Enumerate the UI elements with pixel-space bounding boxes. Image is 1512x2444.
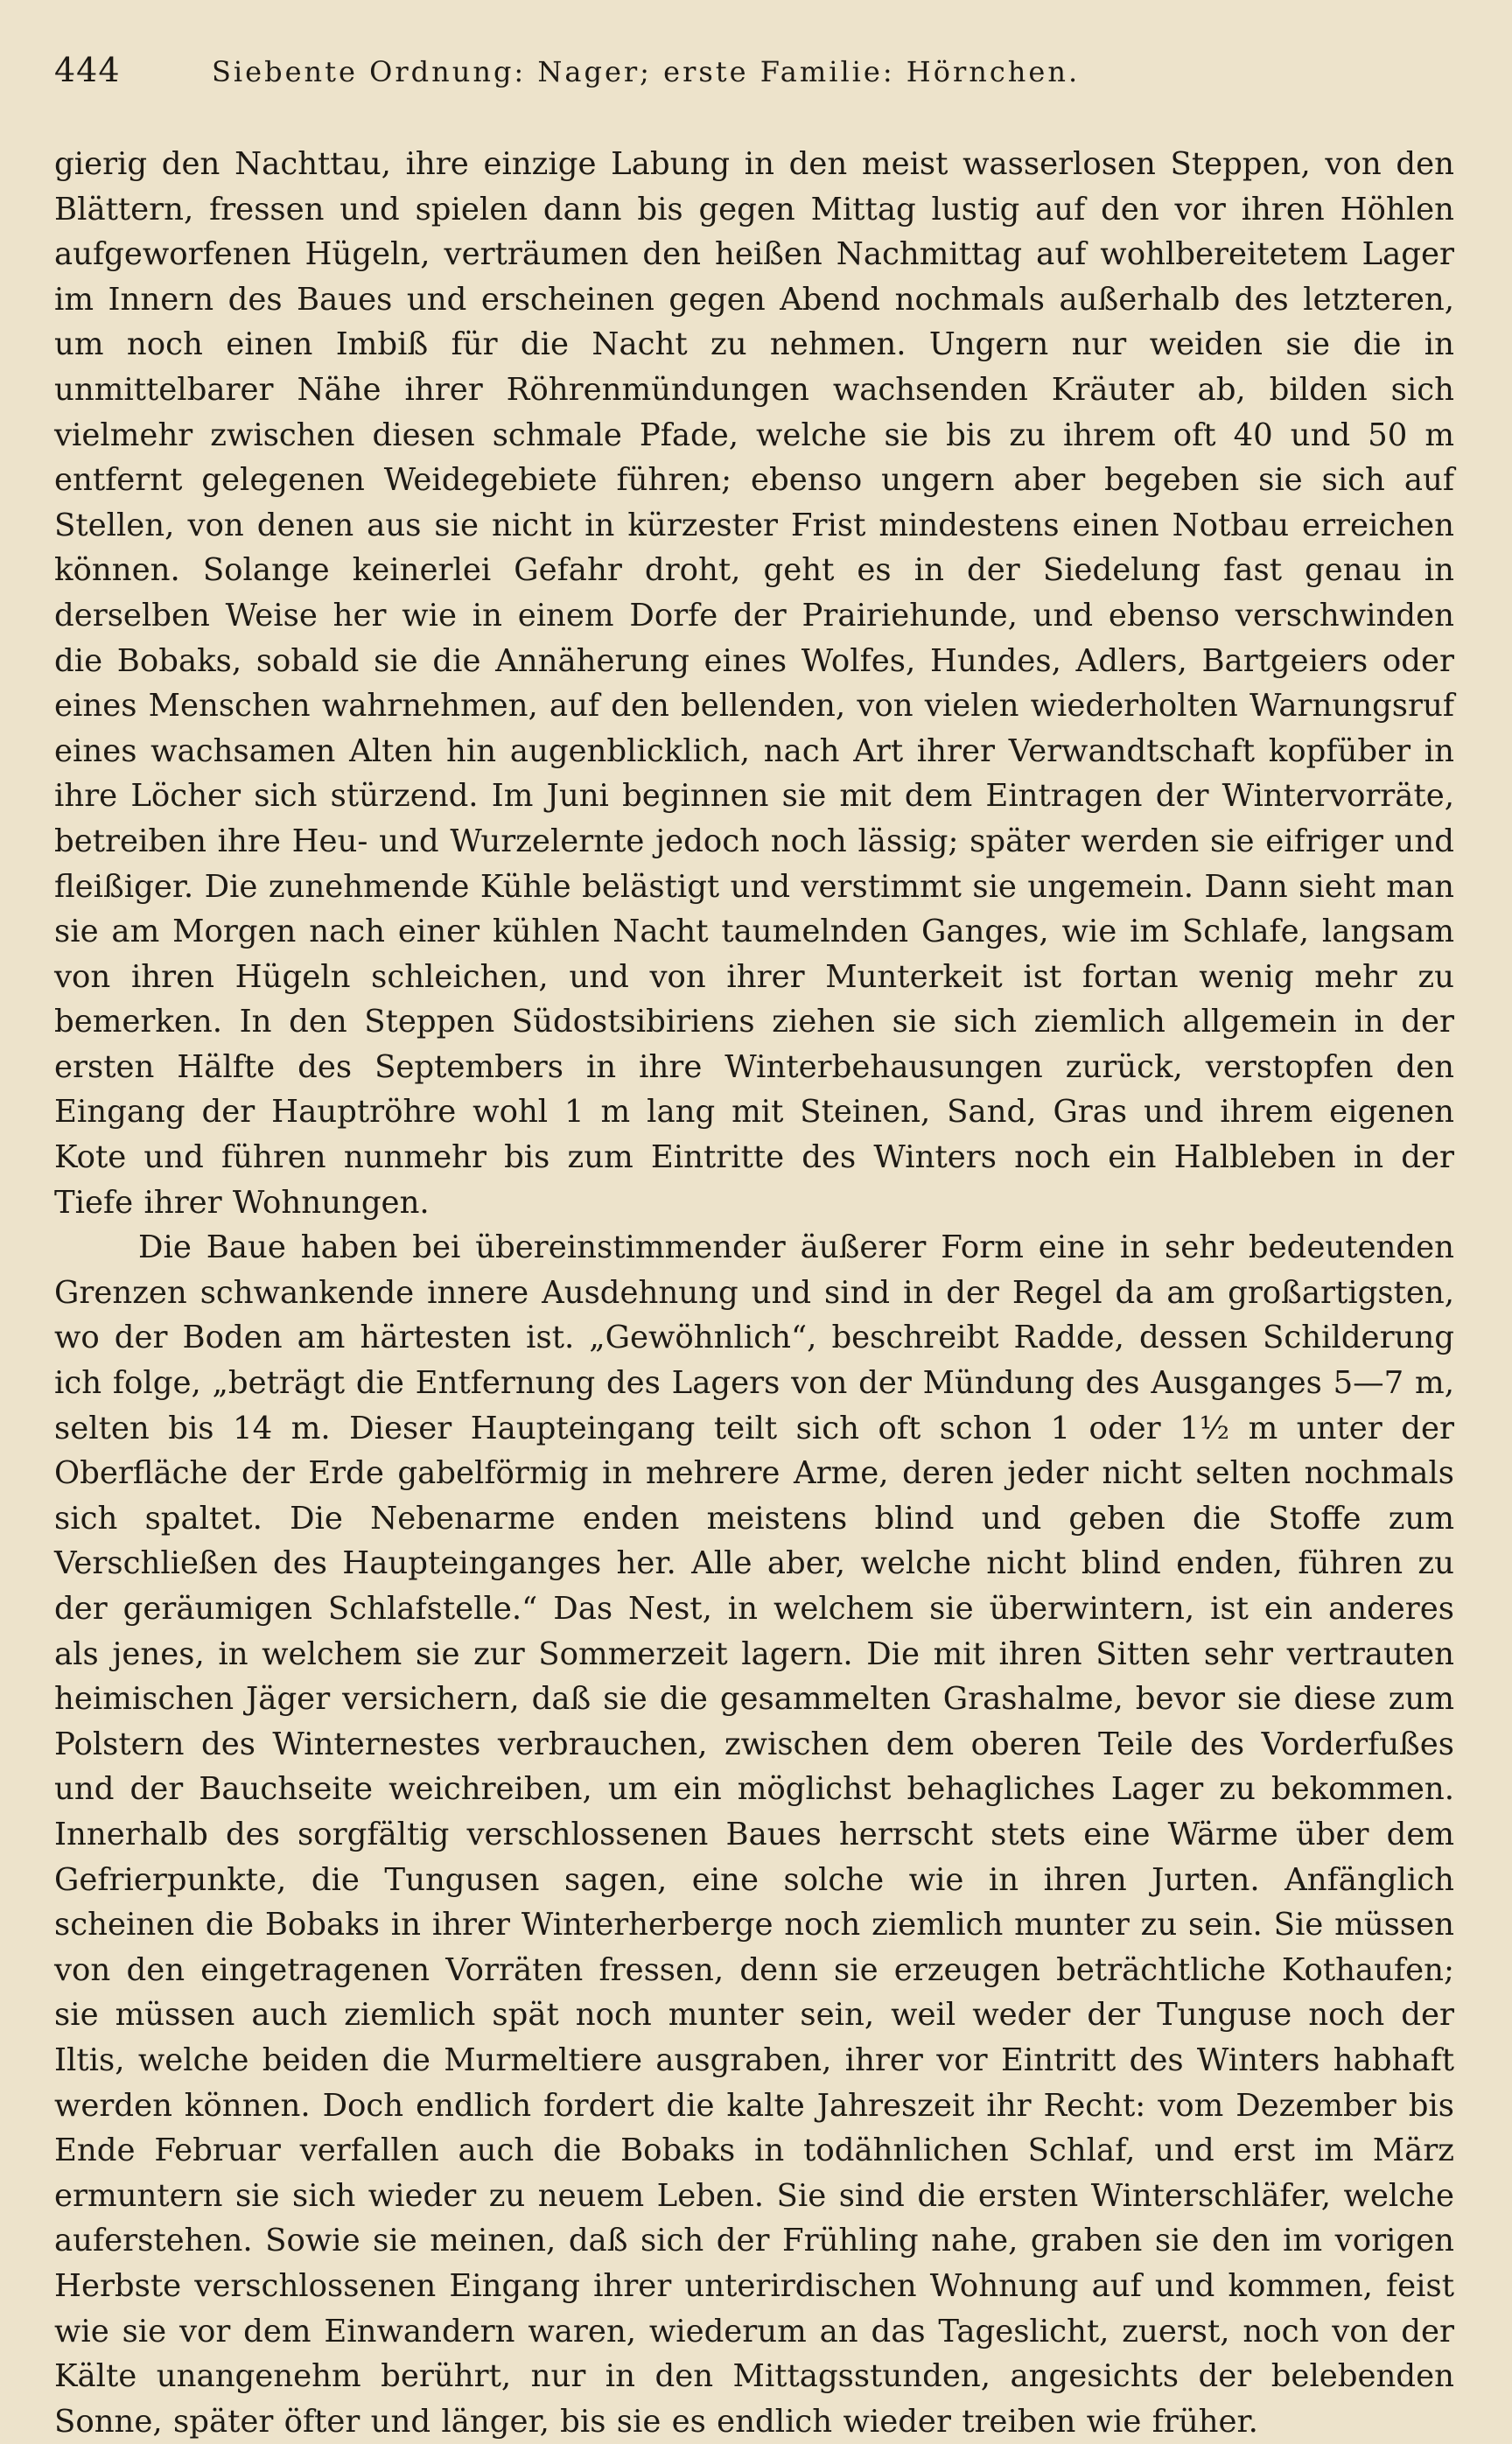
page-number: 444 — [54, 51, 121, 89]
running-head — [54, 51, 1454, 112]
paragraph: Die Baue haben bei übereinstimmender äußerer Form eine in sehr bedeutenden Grenzen schwankende innere Ausdehnung und sind in der Regel da am großartigsten, wo der Boden am härtesten ist. „Gewöhnlich“, beschreibt Radde, dessen Schilderung ich folge, „beträgt die Entfernung des Lagers von der Mündung des Ausganges 5—7 m, selten bis 14 m. Dieser Haupteingang teilt sich oft schon 1 oder 1½ m unter der Oberfläche der Erde gabelförmig in mehrere Arme, deren jeder nicht selten nochmals sich spaltet. Die Nebenarme enden meistens blind und geben die Stoffe zum Verschließen des Haupteinganges her. Alle aber, welche nicht blind enden, führen zu der geräumigen Schlafstelle.“ Das Nest, in welchem sie überwintern, ist ein anderes als jenes, in welchem sie zur Sommerzeit lagern. Die mit ihren Sitten sehr vertrauten heimischen Jäger versichern, daß sie die gesammelten Grashalme, bevor sie diese zum Polstern des Winternestes verbrauchen, zwischen dem oberen Teile des Vorderfußes und der Bauchseite weichreiben, um ein möglichst behagliches Lager zu bekommen. Innerhalb des sorgfältig verschlossenen Baues herrscht stets eine Wärme über dem Gefrierpunkte, die Tungusen sagen, eine solche wie in ihren Jurten. Anfänglich scheinen die Bobaks in ihrer Winterherberge noch ziemlich munter zu sein. Sie müssen von den eingetragenen Vorräten fressen, denn sie erzeugen beträchtliche Kothaufen; sie müssen auch ziemlich spät noch munter sein, weil weder der Tunguse noch der Iltis, welche beiden die Murmeltiere ausgraben, ihrer vor Eintritt des Winters habhaft werden können. Doch endlich fordert die kalte Jahreszeit ihr Recht: vom Dezember bis Ende Februar verfallen auch die Bobaks in todähnlichen Schlaf, und erst im März ermuntern sie sich wieder zu neuem Leben. Sie sind die ersten Winterschläfer, welche auferstehen. Sowie sie meinen, daß sich der Frühling nahe, graben sie den im vorigen Herbste verschlossenen Eingang ihrer unterirdischen Wohnung auf und kommen, feist wie sie vor dem Einwandern waren, wiederum an das Tageslicht, zuerst, noch von der Kälte unangenehm berührt, nur in den Mittagsstunden, angesichts der belebenden Sonne, später öfter und länger, bis sie es endlich wieder treiben wie früher. — [54, 1229, 1454, 2440]
book-page — [54, 51, 1454, 2444]
running-title: Siebente Ordnung: Nager; erste Familie: Hörnchen. — [212, 55, 1081, 88]
body-text — [54, 142, 1454, 2444]
paragraph: gierig den Nachttau, ihre einzige Labung in den meist wasserlosen Steppen, von den Blättern, fressen und spielen dann bis gegen Mittag lustig auf den vor ihren Höhlen aufgeworfenen Hügeln, verträumen den heißen Nachmittag auf wohlbereitetem Lager im Innern des Baues und erscheinen gegen Abend nochmals außerhalb des letzteren, um noch einen Imbiß für die Nacht zu nehmen. Ungern nur weiden sie die in unmittelbarer Nähe ihrer Röhrenmündungen wachsenden Kräuter ab, bilden sich vielmehr zwischen diesen schmale Pfade, welche sie bis zu ihrem oft 40 und 50 m entfernt gelegenen Weidegebiete führen; ebenso ungern aber begeben sie sich auf Stellen, von denen aus sie nicht in kürzester Frist mindestens einen Notbau erreichen können. Solange keinerlei Gefahr droht, geht es in der Siedelung fast genau in derselben Weise her wie in einem Dorfe der Prairiehunde, und ebenso verschwinden die Bobaks, sobald sie die Annäherung eines Wolfes, Hundes, Adlers, Bartgeiers oder eines Menschen wahrnehmen, auf den bellenden, von vielen wiederholten Warnungsruf eines wachsamen Alten hin augenblicklich, nach Art ihrer Verwandtschaft kopfüber in ihre Löcher sich stürzend. Im Juni beginnen sie mit dem Eintragen der Wintervorräte, betreiben ihre Heu- und Wurzelernte jedoch noch lässig; später werden sie eifriger und fleißiger. Die zunehmende Kühle belästigt und verstimmt sie ungemein. Dann sieht man sie am Morgen nach einer kühlen Nacht taumelnden Ganges, wie im Schlafe, langsam von ihren Hügeln schleichen, und von ihrer Munterkeit ist fortan wenig mehr zu bemerken. In den Steppen Südostsibiriens ziehen sie sich ziemlich allgemein in der ersten Hälfte des Septembers in ihre Winterbehausungen zurück, verstopfen den Eingang der Hauptröhre wohl 1 m lang mit Steinen, Sand, Gras und ihrem eigenen Kote und führen nunmehr bis zum Eintritte des Winters noch ein Halbleben in der Tiefe ihrer Wohnungen. — [54, 146, 1454, 1221]
